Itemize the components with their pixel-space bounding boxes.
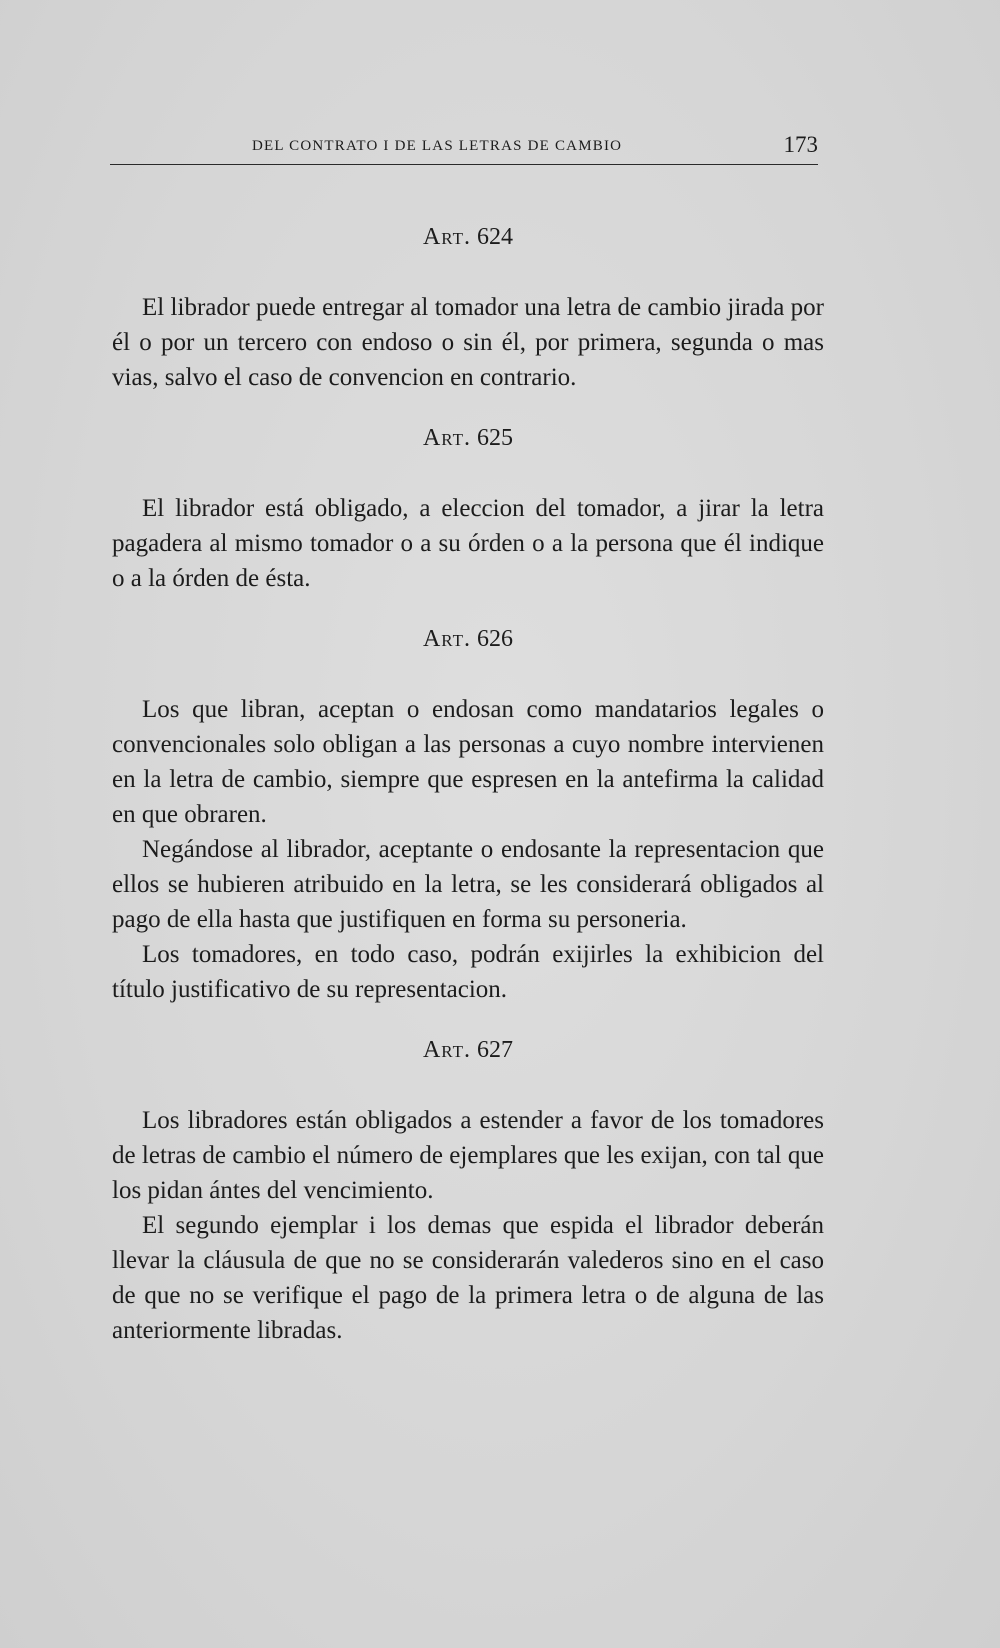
page-body <box>112 220 824 1348</box>
article-heading <box>112 622 824 656</box>
article-paragraph: El segundo ejemplar i los demas que espida el librador deberán llevar la cláusula de que no se considerarán valederos sino en el caso de que no se verifique el pago de la primera letra o de alguna de las anteriormente libradas. <box>112 1212 824 1344</box>
article-label: Art. <box>422 224 472 250</box>
spacer <box>112 455 824 491</box>
article-paragraph: Negándose al librador, aceptante o endosante la representacion que ellos se hubieren atribuido en la letra, se les considerará obligados al pago de ella hasta que justifiquen en forma su personeria. <box>112 836 824 933</box>
article-number: 624 <box>477 224 514 250</box>
article-paragraph: Los libradores están obligados a estender a favor de los tomadores de letras de cambio el número de ejemplares que les exijan, con tal que los pidan ántes del vencimiento. <box>112 1107 824 1204</box>
spacer <box>112 254 824 290</box>
article-624 <box>112 220 824 395</box>
article-paragraph: El librador puede entregar al tomador una letra de cambio jirada por él o por un tercero con endoso o sin él, por primera, segunda o mas vias, salvo el caso de convencion en contrario. <box>112 294 824 391</box>
running-header <box>110 130 818 165</box>
article-625 <box>112 421 824 596</box>
spacer <box>112 656 824 692</box>
spacer <box>112 596 824 622</box>
article-paragraph: El librador está obligado, a eleccion del tomador, a jirar la letra pagadera al mismo tomador o a su órden o a la persona que él indique o a la órden de ésta. <box>112 495 824 592</box>
page-number: 173 <box>783 132 818 157</box>
spacer <box>112 395 824 421</box>
article-626 <box>112 622 824 1007</box>
article-label: Art. <box>422 425 472 451</box>
article-heading <box>112 1033 824 1067</box>
article-label: Art. <box>422 626 472 652</box>
article-heading <box>112 421 824 455</box>
spacer <box>112 1067 824 1103</box>
article-number: 625 <box>477 425 514 451</box>
spacer <box>112 1007 824 1033</box>
article-label: Art. <box>422 1037 472 1063</box>
running-title: DEL CONTRATO I DE LAS LETRAS DE CAMBIO <box>252 138 623 154</box>
article-number: 627 <box>477 1037 514 1063</box>
article-627 <box>112 1033 824 1348</box>
article-paragraph: Los tomadores, en todo caso, podrán exijirles la exhibicion del título justificativo de su representacion. <box>112 941 824 1003</box>
article-number: 626 <box>477 626 514 652</box>
article-paragraph: Los que libran, aceptan o endosan como mandatarios legales o convencionales solo obligan a las personas a cuyo nombre intervienen en la letra de cambio, siempre que espresen en la antefirma la calidad en que obraren. <box>112 696 824 828</box>
article-heading <box>112 220 824 254</box>
